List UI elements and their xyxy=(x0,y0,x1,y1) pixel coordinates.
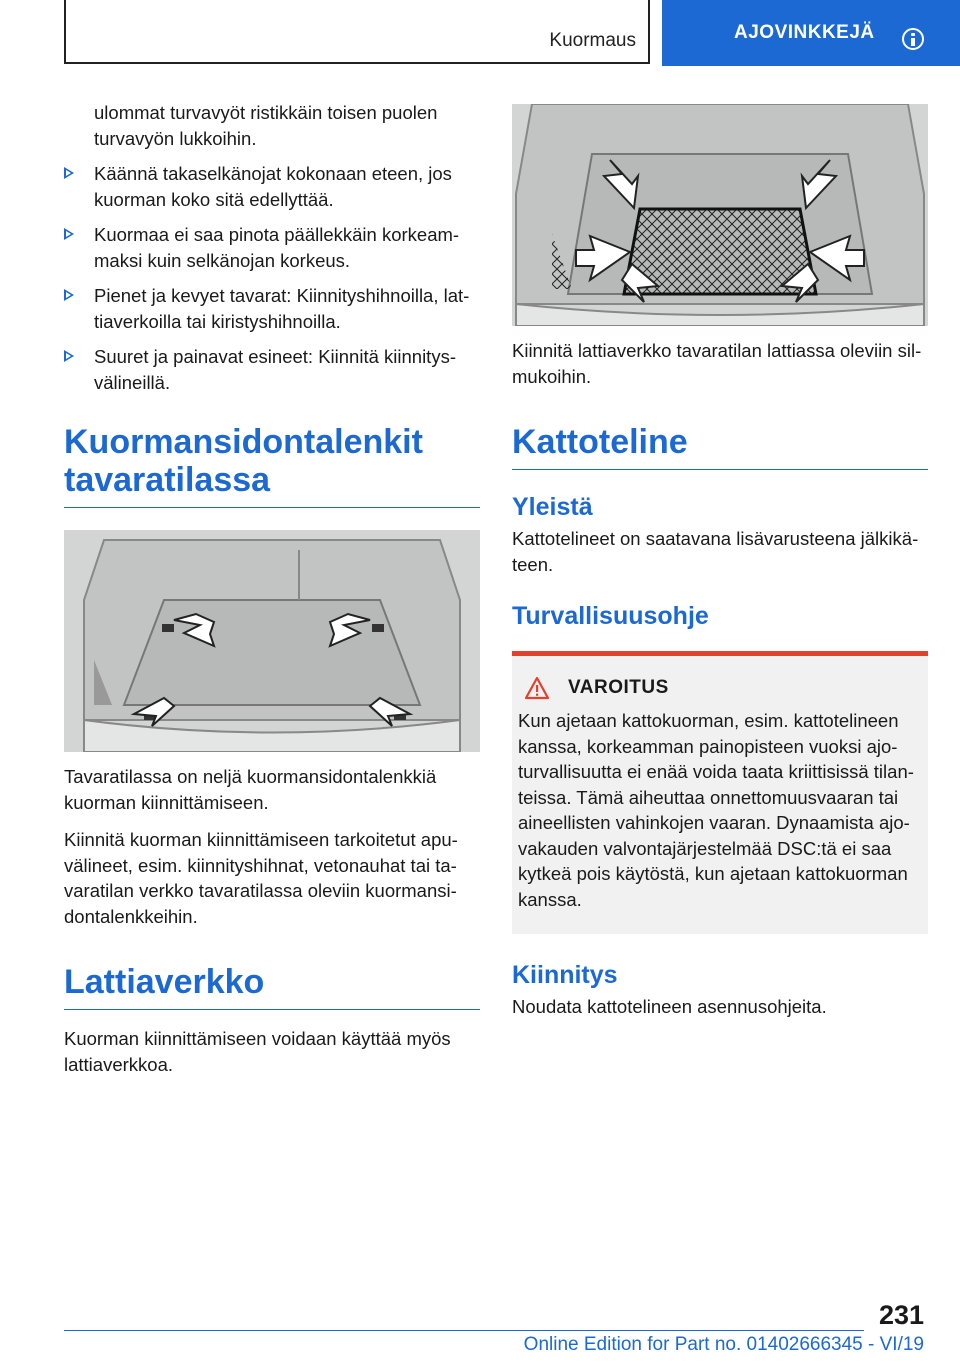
warning-text: Kun ajetaan kattokuorman, esim. kattotelineen kanssa, korkeamman painopisteen vuoksi ajo‐turvallisuutta ei enää voida taata kriittisissä tilan‐teissa. Tämä aiheuttaa onnettomuusvaaran tai aineellisten vahinkojen vaaran. Dynaamista ajo‐vakauden valvontajärjestelmää DSC:tä ei saa kytkeä pois käytöstä, kun ajetaan kattokuorman kanssa. xyxy=(518,710,914,910)
bullet-item xyxy=(64,222,480,273)
heading-roof-rack: Kattoteline xyxy=(512,423,928,470)
bullet-text: Kuormaa ei saa pinota päällekkäin korkeam‐maksi kuin selkänojan korkeus. xyxy=(94,224,460,271)
triangle-bullet-icon xyxy=(64,167,74,179)
floor-net-figure xyxy=(512,104,928,326)
section-tab-label: AJOVINKKEJÄ xyxy=(734,22,875,43)
bullet-text: Suuret ja painavat esineet: Kiinnitä kiinnitys‐välineillä. xyxy=(94,346,456,393)
lashing-eyes-paragraph-2: Kiinnitä kuorman kiinnittämiseen tarkoitetut apu‐välineet, esim. kiinnityshihnat, vetonauhat tai ta‐varatilan verkko tavaratilassa oleviin kuormansi‐dontalenkkeihin. xyxy=(64,829,458,927)
warning-title: VAROITUS xyxy=(568,677,669,698)
mounting-paragraph: Noudata kattotelineen asennusohjeita. xyxy=(512,996,827,1017)
heading-safety: Turvallisuusohje xyxy=(512,602,709,630)
chapter-title: Kuormaus xyxy=(549,30,636,51)
warning-box xyxy=(512,651,928,934)
bullet-item xyxy=(64,161,480,212)
page-number: 231 xyxy=(878,1300,924,1330)
heading-lashing-eyes: Kuormansidontalenkit tavaratilassa xyxy=(64,423,480,508)
lashing-eyes-paragraph-1: Tavaratilassa on neljä kuormansidontalenkkiä kuorman kiinnittämiseen. xyxy=(64,766,437,813)
left-column xyxy=(64,100,480,1077)
warning-triangle-icon xyxy=(524,676,550,700)
warning-header xyxy=(518,676,920,700)
heading-general: Yleistä xyxy=(512,493,593,521)
info-icon[interactable] xyxy=(902,28,924,50)
bullet-text: Käännä takaselkänojat kokonaan eteen, jos kuorman koko sitä edellyttää. xyxy=(94,163,452,210)
general-paragraph: Kattotelineet on saatavana lisävarusteena jälkikä‐teen. xyxy=(512,528,919,575)
bullet-text: Pienet ja kevyet tavarat: Kiinnityshihnoilla, lat‐tiaverkoilla tai kiristyshihnoilla. xyxy=(94,285,470,332)
heading-floor-net: Lattiaverkko xyxy=(64,963,480,1010)
bullet-item xyxy=(64,344,480,395)
bullet-item xyxy=(64,283,480,334)
triangle-bullet-icon xyxy=(64,289,74,301)
triangle-bullet-icon xyxy=(64,228,74,240)
heading-mounting: Kiinnitys xyxy=(512,961,618,989)
footer-rule xyxy=(64,1330,864,1331)
section-tab[interactable] xyxy=(662,0,960,66)
trunk-lashing-eyes-figure xyxy=(64,530,480,752)
right-column xyxy=(512,104,928,1020)
floor-net-paragraph: Kuorman kiinnittämiseen voidaan käyttää myös lattiaverkkoa. xyxy=(64,1028,451,1075)
floor-net-caption: Kiinnitä lattiaverkko tavaratilan lattiassa oleviin sil‐mukoihin. xyxy=(512,340,922,387)
triangle-bullet-icon xyxy=(64,350,74,362)
edition-info: Online Edition for Part no. 01402666345 - VI/19 xyxy=(523,1334,924,1355)
intro-text: ulommat turvavyöt ristikkäin toisen puolen turvavyön lukkoihin. xyxy=(94,102,438,149)
